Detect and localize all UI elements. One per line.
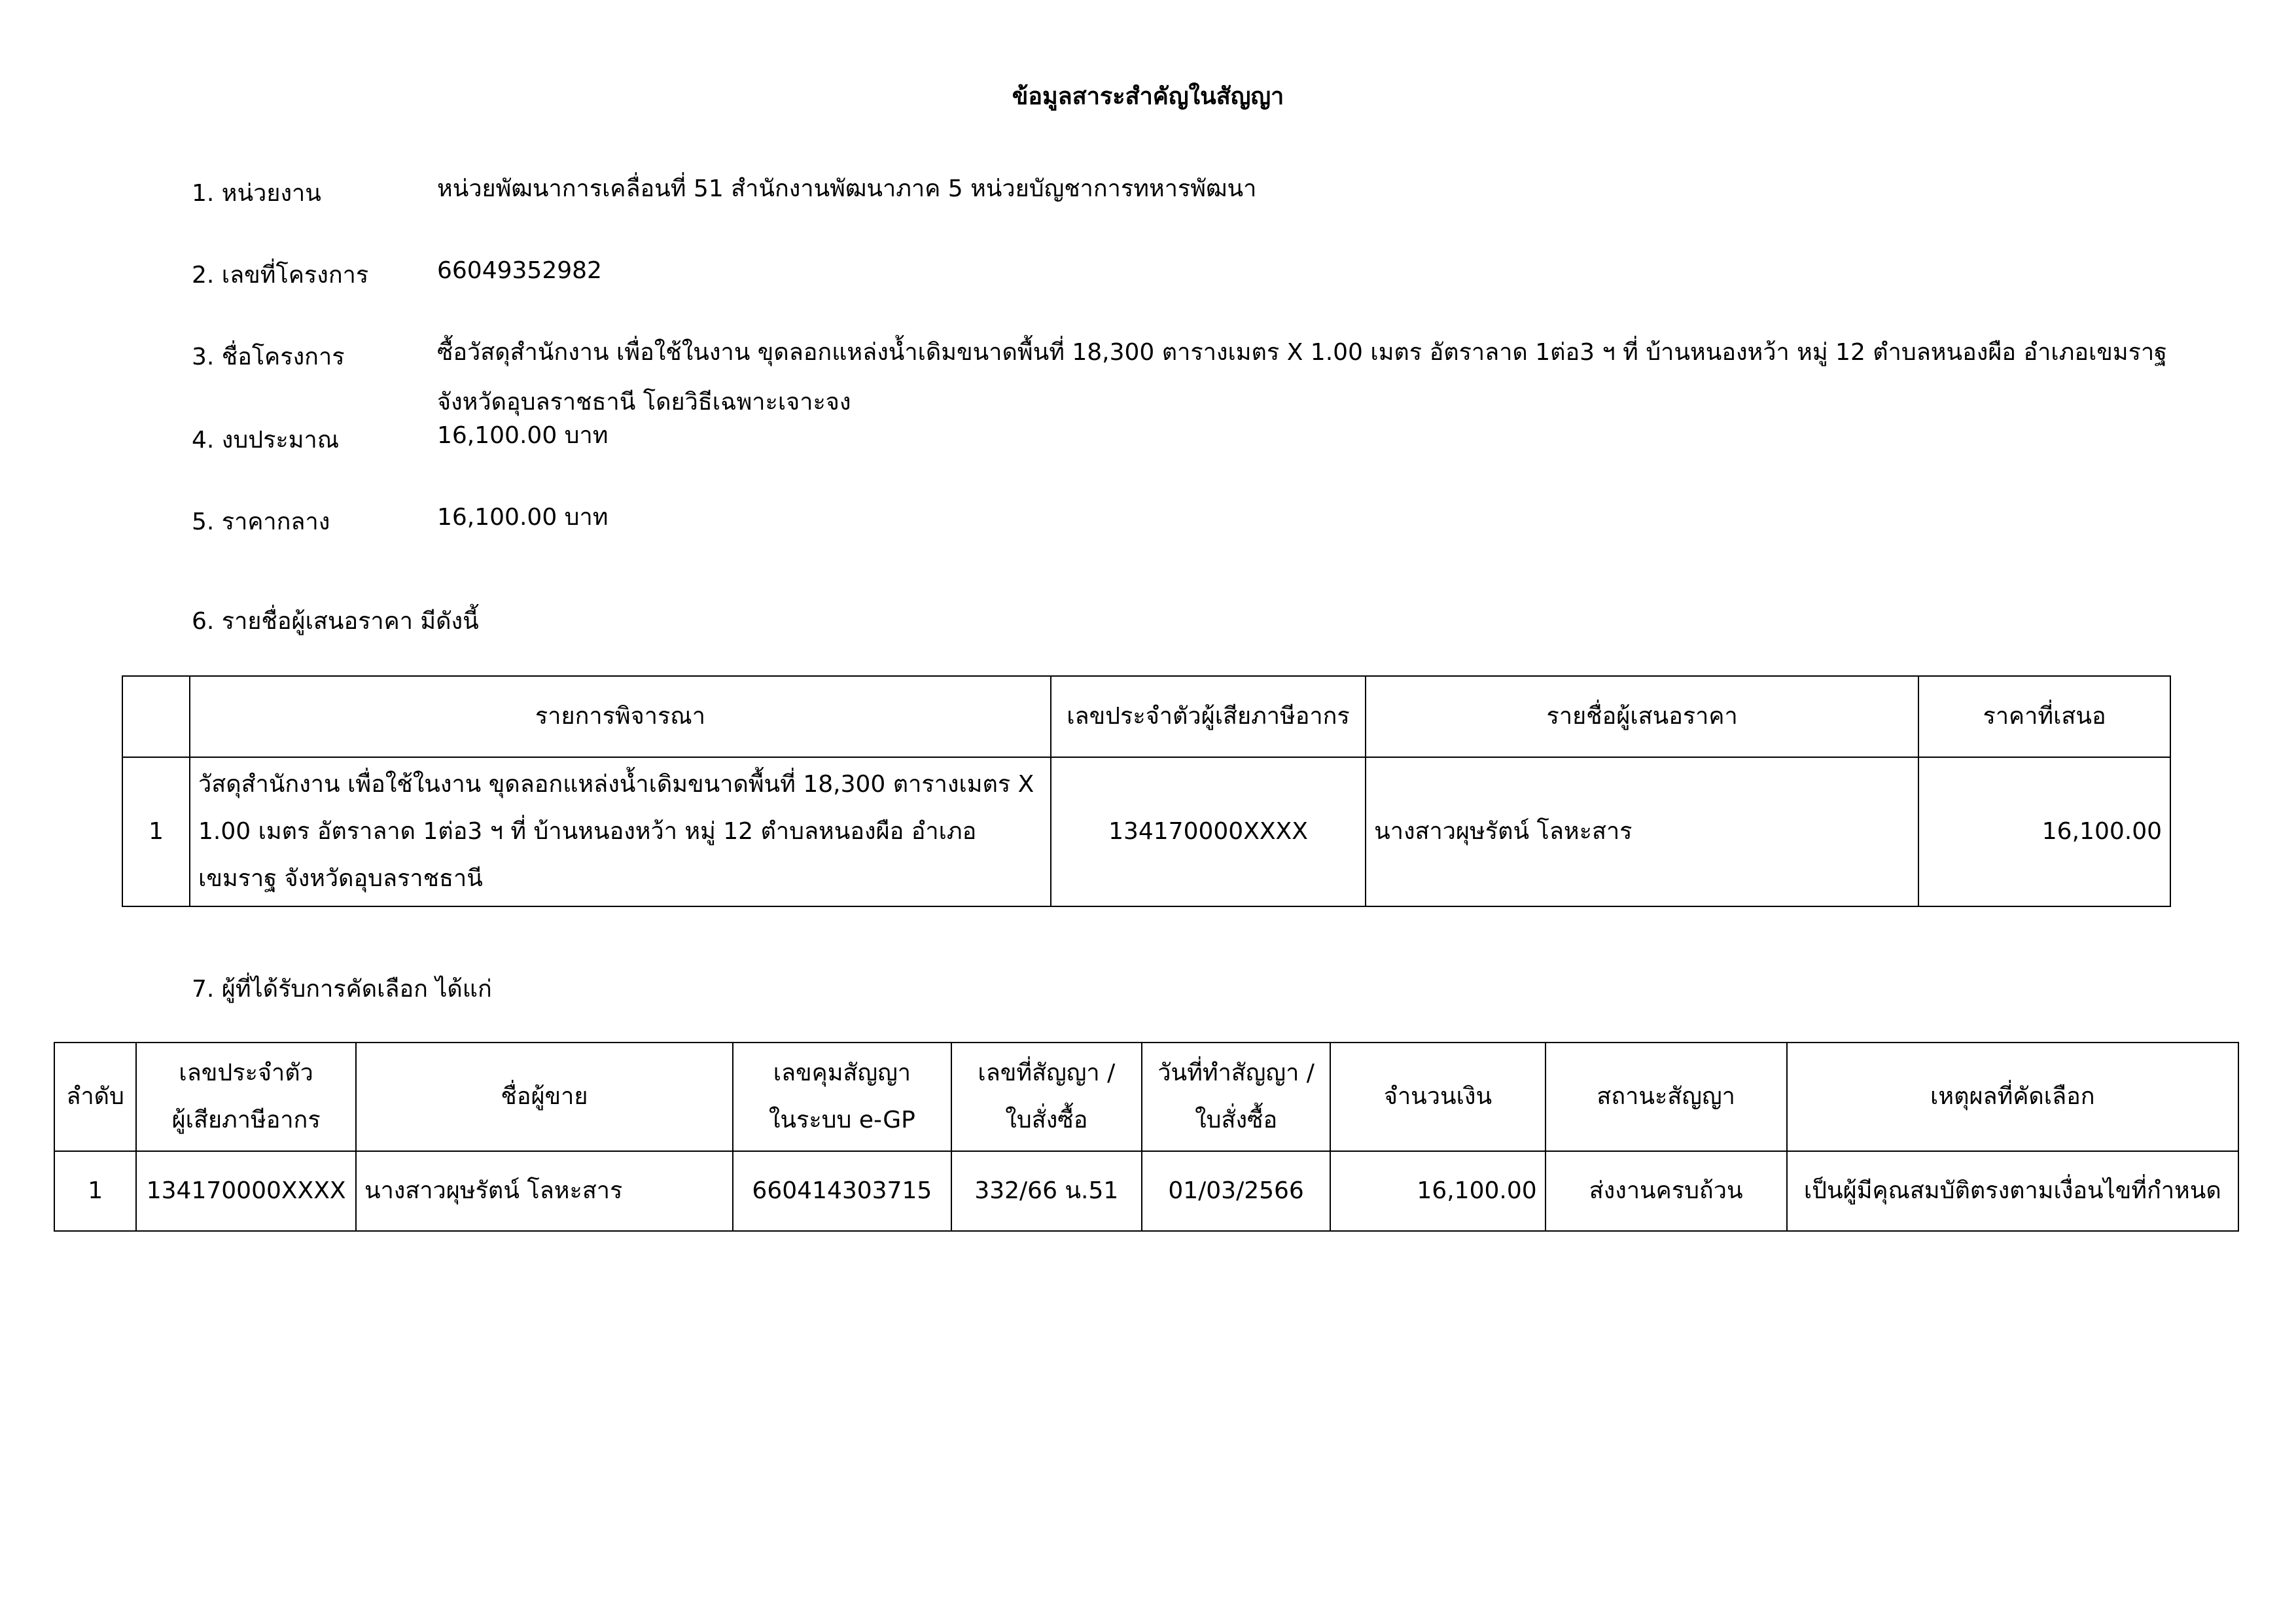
project-name-line-1: ซื้อวัสดุสำนักงาน เพื่อใช้ในงาน ขุดลอกแหล่งน้ำเดิมขนาดพื้นที่ 18,300 ตารางเมตร X 1.00 เมตร อัตราลาด 1ต่อ3 ฯ ที่ บ้านหนองหว้า หมู่ 12 ตำบลหนองผือ อำเภอเขมราฐ — [437, 339, 2168, 366]
winners-header-contract-no-line-1: เลขที่สัญญา / — [978, 1060, 1116, 1086]
project-name-label: 3. ชื่อโครงการ — [192, 344, 345, 370]
winner-row-status: ส่งงานครบถ้วน — [1545, 1151, 1787, 1231]
winner-row-amount: 16,100.00 — [1330, 1151, 1545, 1231]
bidder-row-name: นางสาวผุษรัตน์ โลหะสาร — [1366, 757, 1918, 906]
winner-row-contract-date: 01/03/2566 — [1142, 1151, 1330, 1231]
winners-header-reason: เหตุผลที่คัดเลือก — [1787, 1043, 2238, 1151]
bidder-row-price: 16,100.00 — [1918, 757, 2170, 906]
winners-table — [54, 1042, 2239, 1232]
winners-header-egp — [733, 1043, 951, 1151]
median-price-label: 5. ราคากลาง — [192, 508, 330, 535]
agency-label: 1. หน่วยงาน — [192, 180, 321, 207]
winners-header-row — [54, 1043, 2238, 1151]
budget-label: 4. งบประมาณ — [192, 427, 340, 454]
winners-header-tax-id-line-2: ผู้เสียภาษีอากร — [171, 1107, 321, 1133]
winner-row-seq: 1 — [54, 1151, 136, 1231]
winners-header-tax-id-line-1: เลขประจำตัว — [179, 1060, 313, 1086]
winners-header-contract-no-line-2: ใบสั่งซื้อ — [1005, 1107, 1088, 1133]
project-name-line-2: จังหวัดอุบลราชธานี โดยวิธีเฉพาะเจาะจง — [437, 389, 851, 416]
winners-header-contract-date — [1142, 1043, 1330, 1151]
winners-header-status: สถานะสัญญา — [1545, 1043, 1787, 1151]
bidders-table — [122, 675, 2171, 907]
table-row — [122, 757, 2170, 906]
table-row — [54, 1151, 2238, 1231]
winners-header-seller: ชื่อผู้ขาย — [356, 1043, 733, 1151]
project-no-label: 2. เลขที่โครงการ — [192, 262, 369, 289]
winners-header-egp-line-1: เลขคุมสัญญา — [773, 1060, 911, 1086]
winners-header-contract-date-line-1: วันที่ทำสัญญา / — [1157, 1060, 1315, 1086]
median-price-value: 16,100.00 บาท — [437, 504, 609, 531]
winners-header-amount: จำนวนเงิน — [1330, 1043, 1545, 1151]
bidders-header-bidder: รายชื่อผู้เสนอราคา — [1366, 676, 1918, 757]
document-title: ข้อมูลสาระสำคัญในสัญญา — [1012, 83, 1284, 110]
winner-row-egp: 660414303715 — [733, 1151, 951, 1231]
winner-row-seller: นางสาวผุษรัตน์ โลหะสาร — [356, 1151, 733, 1231]
winners-header-seq: ลำดับ — [54, 1043, 136, 1151]
bidder-row-item-line-3: เขมราฐ จังหวัดอุบลราชธานี — [198, 865, 483, 892]
winners-header-egp-line-2: ในระบบ e-GP — [768, 1107, 915, 1133]
winner-row-contract-no: 332/66 น.51 — [951, 1151, 1142, 1231]
winners-heading: 7. ผู้ที่ได้รับการคัดเลือก ได้แก่ — [192, 976, 492, 1003]
project-no-value: 66049352982 — [437, 257, 602, 284]
budget-value: 16,100.00 บาท — [437, 422, 609, 449]
bidder-row-item-line-2: 1.00 เมตร อัตราลาด 1ต่อ3 ฯ ที่ บ้านหนองหว้า หมู่ 12 ตำบลหนองผือ อำเภอ — [198, 818, 977, 845]
bidders-header-item: รายการพิจารณา — [190, 676, 1051, 757]
bidder-row-item-line-1: วัสดุสำนักงาน เพื่อใช้ในงาน ขุดลอกแหล่งน้ำเดิมขนาดพื้นที่ 18,300 ตารางเมตร X — [198, 771, 1034, 798]
bidder-row-tax-id: 134170000XXXX — [1051, 757, 1366, 906]
winner-row-tax-id: 134170000XXXX — [136, 1151, 356, 1231]
winners-header-contract-no — [951, 1043, 1142, 1151]
winners-header-contract-date-line-2: ใบสั่งซื้อ — [1195, 1107, 1278, 1133]
bidders-heading: 6. รายชื่อผู้เสนอราคา มีดังนี้ — [192, 608, 479, 635]
agency-value: หน่วยพัฒนาการเคลื่อนที่ 51 สำนักงานพัฒนาภาค 5 หน่วยบัญชาการทหารพัฒนา — [437, 175, 1257, 202]
bidders-header-row — [122, 676, 2170, 757]
bidders-header-tax-id: เลขประจำตัวผู้เสียภาษีอากร — [1051, 676, 1366, 757]
bidders-header-price: ราคาที่เสนอ — [1918, 676, 2170, 757]
bidders-header-no — [122, 676, 190, 757]
winner-row-reason: เป็นผู้มีคุณสมบัติตรงตามเงื่อนไขที่กำหนด — [1787, 1151, 2238, 1231]
bidder-row-item — [190, 757, 1051, 906]
winners-header-tax-id — [136, 1043, 356, 1151]
bidder-row-no: 1 — [122, 757, 190, 906]
